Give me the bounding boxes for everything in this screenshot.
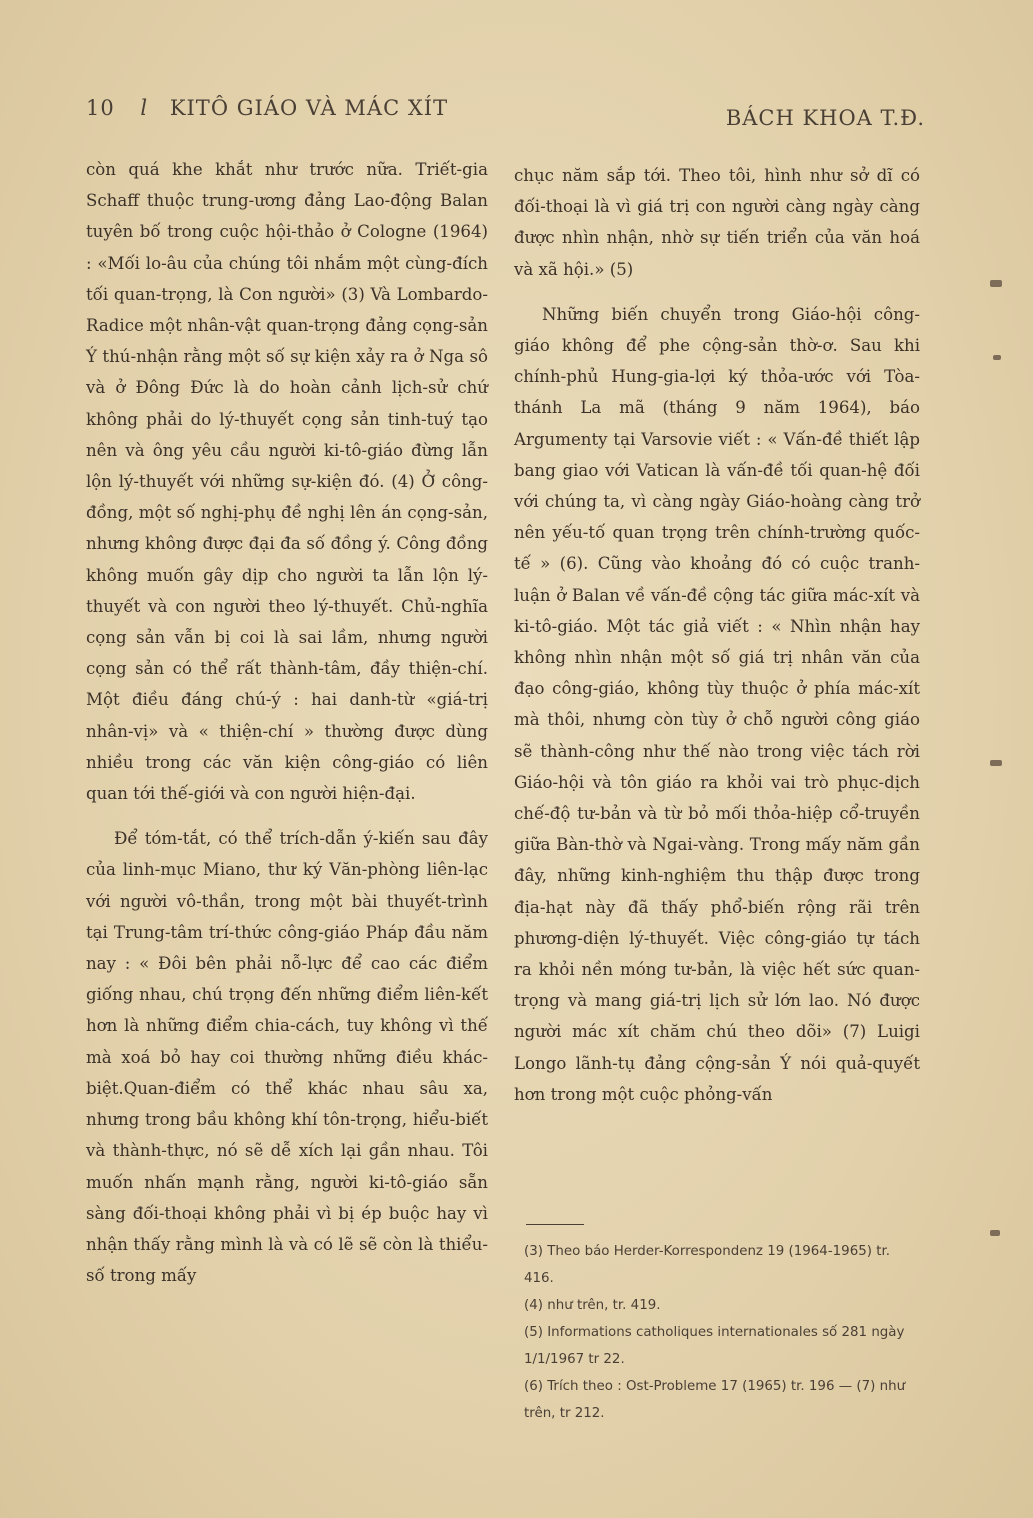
page-header — [86, 96, 925, 136]
footnote-divider — [526, 1224, 584, 1225]
header-separator: l — [140, 96, 149, 120]
paragraph: chục năm sắp tới. Theo tôi, hình như sở dĩ có đối-thoại là vì giá trị con người càng ngày càng được nhìn nhận, nhờ sự tiến triển của văn hoá và xã hội.» (5) — [514, 166, 920, 279]
footnote: (4) như trên, tr. 419. — [524, 1298, 661, 1313]
article-title: KITÔ GIÁO VÀ MÁC XÍT — [169, 96, 449, 120]
scan-mark — [990, 280, 1002, 287]
scan-mark — [993, 355, 1001, 360]
footnote: (6) Trích theo : Ost-Probleme 17 (1965) tr. 196 — (7) như trên, tr 212. — [524, 1379, 906, 1421]
scan-mark — [990, 1230, 1000, 1236]
paragraph: Để tóm-tắt, có thể trích-dẫn ý-kiến sau đây của linh-mục Miano, thư ký Văn-phòng liên-lạc với người vô-thần, trong một bài thuyết-trình tại Trung-tâm trí-thức công-giáo Pháp đầu năm nay : « Đôi bên phải nỗ-lực để cao các điểm giống nhau, chú trọng đến những điểm liên-kết hơn là những điểm chia-cách, tuy không vì thế mà xoá bỏ hay coi thường những điều khác-biệt.Quan-điểm có thể khác nhau sâu xa, nhưng trong bầu không khí tôn-trọng, hiểu-biết và thành-thực, nó sẽ dễ xích lại gần nhau. Tôi muốn nhấn mạnh rằng, người ki-tô-giáo sẵn sàng đối-thoại không phải vì bị ép buộc hay vì nhận thấy rằng mình là và có lẽ sẽ còn là thiểu-số trong mấy — [86, 829, 488, 1286]
footnote: (5) Informations catholiques internationales số 281 ngày 1/1/1967 tr 22. — [524, 1325, 905, 1367]
header-left — [86, 96, 448, 120]
paragraph: còn quá khe khắt như trước nữa. Triết-gia Schaff thuộc trung-ương đảng Lao-động Balan tuyên bố trong cuộc hội-thảo ở Cologne (1964) : «Mối lo-âu của chúng tôi nhắm một cùng-đích tối quan-trọng, là Con người» (3) Và Lombardo-Radice một nhân-vật quan-trọng đảng cọng-sản Ý thú-nhận rằng một số sự kiện xảy ra ở Nga sô và ở Đông Đức là do hoàn cảnh lịch-sử chứ không phải do lý-thuyết cọng sản tinh-tuý tạo nên và ông yêu cầu người ki-tô-giáo đừng lẫn lộn lý-thuyết với những sự-kiện đó. (4) Ở công-đồng, một số nghị-phụ đề nghị lên án cọng-sản, nhưng không được đại đa số đồng ý. Công đồng không muốn gây dịp cho người ta lẫn lộn lý-thuyết và con người theo lý-thuyết. Chủ-nghĩa cọng sản vẫn bị coi là sai lầm, nhưng người cọng sản có thể rất thành-tâm, đầy thiện-chí. Một điều đáng chú-ý : hai danh-từ «giá-trị nhân-vị» và « thiện-chí » thường được dùng nhiều trong các văn kiện công-giáo có liên quan tới thế-giới và con người hiện-đại. — [86, 160, 488, 804]
page-number: 10 — [86, 96, 115, 120]
journal-name: BÁCH KHOA T.Đ. — [725, 106, 925, 130]
right-column — [514, 160, 920, 1110]
scan-mark — [990, 760, 1002, 766]
footnote: (3) Theo báo Herder-Korrespondenz 19 (1964-1965) tr. 416. — [524, 1244, 890, 1286]
left-column — [86, 154, 488, 1291]
paragraph: Những biến chuyển trong Giáo-hội công-giáo không để phe cộng-sản thờ-ơ. Sau khi chính-phủ Hung-gia-lợi ký thỏa-ước với Tòa-thánh La mã (tháng 9 năm 1964), báo Argumenty tại Varsovie viết : « Vấn-đề thiết lập bang giao với Vatican là vấn-đề tối quan-hệ đối với chúng ta, vì càng ngày Giáo-hoàng càng trở nên yếu-tố quan trọng trên chính-trường quốc-tế » (6). Cũng vào khoảng đó có cuộc tranh-luận ở Balan về vấn-đề cộng tác giữa mác-xít và ki-tô-giáo. Một tác giả viết : « Nhìn nhận hay không nhìn nhận một số giá trị nhân văn của đạo công-giáo, không tùy thuộc ở phía mác-xít mà thôi, nhưng còn tùy ở chỗ người công giáo sẽ thành-công như thế nào trong việc tách rời Giáo-hội và tôn giáo ra khỏi vai trò phục-dịch chế-độ tư-bản và từ bỏ mối thỏa-hiệp cổ-truyền giữa Bàn-thờ và Ngai-vàng. Trong mấy năm gần đây, những kinh-nghiệm thu thập được trong địa-hạt này đã thấy phổ-biến rộng rãi trên phương-diện lý-thuyết. Việc công-giáo tự tách ra khỏi nền móng tư-bản, là việc hết sức quan-trọng và mang giá-trị lịch sử lớn lao. Nó được người mác xít chăm chú theo dõi» (7) Luigi Longo lãnh-tụ đảng cộng-sản Ý nói quả-quyết hơn trong một cuộc phỏng-vấn — [514, 304, 920, 1104]
footnotes — [514, 1238, 920, 1427]
